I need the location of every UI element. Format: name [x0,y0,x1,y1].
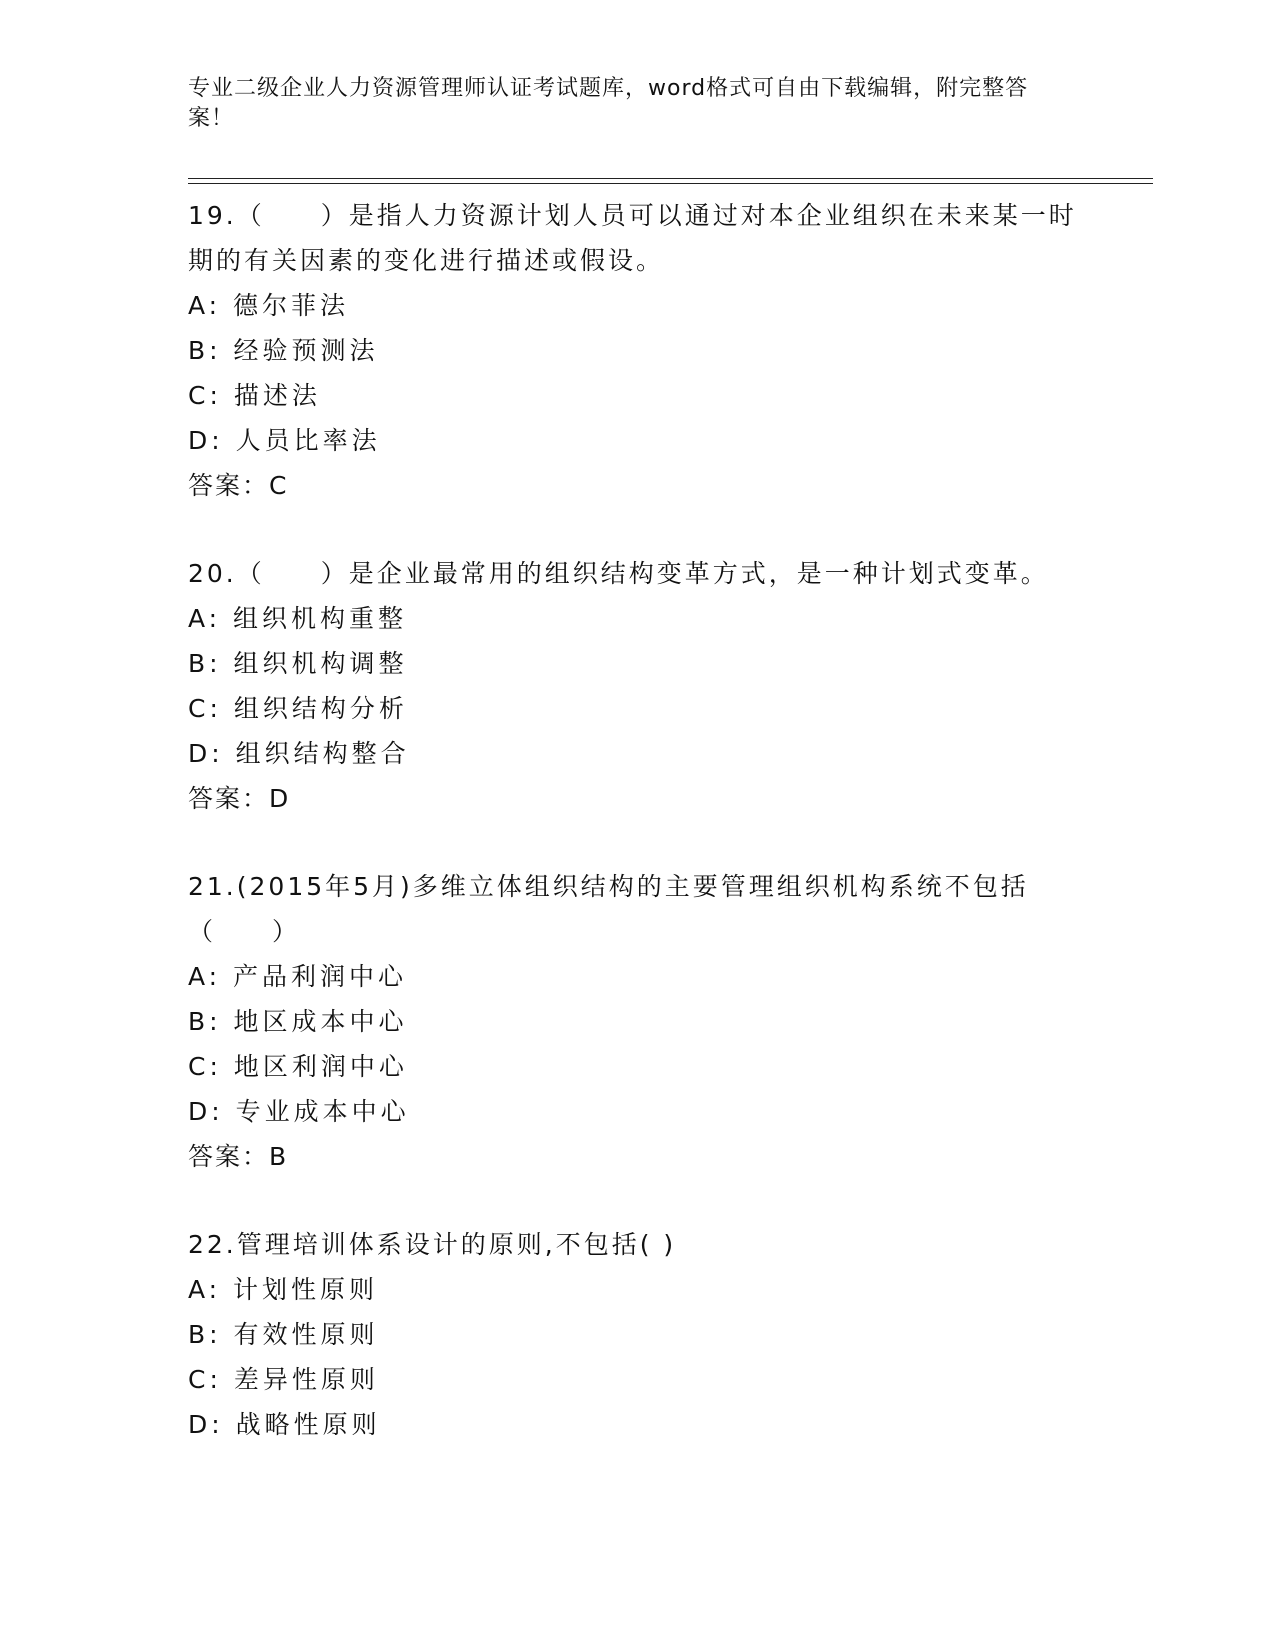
option-d: D: 人员比率法 [188,426,381,455]
question-21 [188,864,1088,1179]
option-b: B: 地区成本中心 [188,1007,408,1036]
option-a: A: 组织机构重整 [188,604,408,633]
option-c: C: 描述法 [188,381,321,410]
question-stem: 20.（ ）是企业最常用的组织结构变革方式，是一种计划式变革。 [188,559,1049,588]
question-stem: 21.(2015年5月)多维立体组织结构的主要管理组织机构系统不包括（ ） [188,872,1029,946]
header-divider-bottom [188,183,1153,184]
option-c: C: 组织结构分析 [188,694,408,723]
question-stem: 19.（ ）是指人力资源计划人员可以通过对本企业组织在未来某一时期的有关因素的变化进行描述或假设。 [188,201,1077,275]
option-c: C: 地区利润中心 [188,1052,408,1081]
option-a: A: 德尔菲法 [188,291,350,320]
question-list [188,193,1088,1490]
question-20 [188,551,1088,821]
option-d: D: 战略性原则 [188,1410,381,1439]
option-a: A: 产品利润中心 [188,962,408,991]
question-19 [188,193,1088,508]
option-b: B: 组织机构调整 [188,649,408,678]
option-b: B: 有效性原则 [188,1320,379,1349]
header-divider-top [188,178,1153,179]
answer-line: 答案：B [188,1142,289,1171]
answer-line: 答案：C [188,471,289,500]
option-d: D: 组织结构整合 [188,739,410,768]
answer-line: 答案：D [188,784,291,813]
question-stem: 22.管理培训体系设计的原则,不包括( ) [188,1230,677,1259]
option-a: A: 计划性原则 [188,1275,379,1304]
option-b: B: 经验预测法 [188,336,379,365]
option-d: D: 专业成本中心 [188,1097,410,1126]
question-22 [188,1222,1088,1447]
document-header: 专业二级企业人力资源管理师认证考试题库，word格式可自由下载编辑，附完整答案！ [188,76,1029,131]
option-c: C: 差异性原则 [188,1365,379,1394]
